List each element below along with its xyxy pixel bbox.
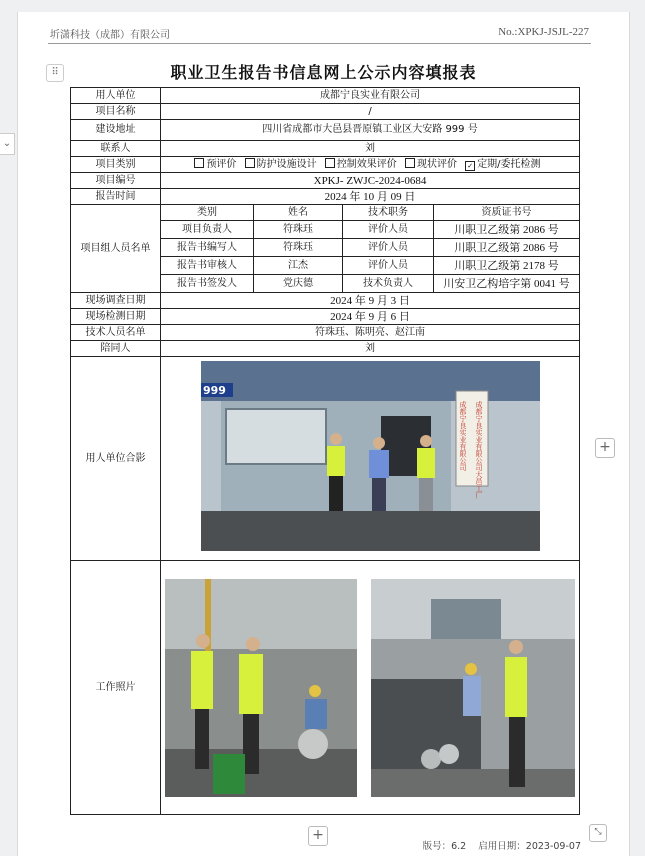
row-test-date <box>71 309 580 325</box>
row-contact <box>71 141 580 157</box>
work-photo-left <box>165 579 357 797</box>
contact-value: 刘 <box>161 141 580 157</box>
category-option-control[interactable]: 控制效果评价 <box>325 159 397 170</box>
project-name-label: 项目名称 <box>71 104 161 120</box>
test-date-label: 现场检测日期 <box>71 309 161 325</box>
tech-staff-value: 符珠珏、陈明亮、赵江南 <box>161 325 580 341</box>
report-time-value: 2024 年 10 月 09 日 <box>161 189 580 205</box>
work-photo-label: 工作照片 <box>71 561 161 815</box>
sign-text-a: 成都宁良实业有限公司 <box>458 401 467 471</box>
page-title: 职业卫生报告书信息网上公示内容填报表 <box>170 63 477 82</box>
sign-text-b: 成都宁良实业有限公司大邑工厂 <box>474 401 483 499</box>
building-number: 999 <box>202 384 226 397</box>
team-header-row <box>71 205 580 221</box>
team-role: 报告书审核人 <box>161 257 254 275</box>
team-name: 江杰 <box>254 257 343 275</box>
team-header-cert: 资质证书号 <box>434 205 580 221</box>
row-category <box>71 157 580 173</box>
contact-label: 联系人 <box>71 141 161 157</box>
team-title: 评价人员 <box>343 257 434 275</box>
team-role: 报告书签发人 <box>161 275 254 293</box>
header-doc-number: No.:XPKJ-JSJL-227 <box>498 26 589 38</box>
work-photo-right <box>371 579 575 797</box>
row-employer <box>71 88 580 104</box>
group-photo-label: 用人单位合影 <box>71 357 161 561</box>
row-address <box>71 120 580 141</box>
row-project-name <box>71 104 580 120</box>
employer-value: 成都宁良实业有限公司 <box>161 88 580 104</box>
checkbox-icon[interactable] <box>245 158 255 168</box>
footer-effective-date: 启用日期：2023-09-07 <box>478 841 581 852</box>
project-name-value: / <box>161 104 580 120</box>
disclosure-form-table <box>70 87 580 815</box>
team-cert: 川职卫乙级第 2178 号 <box>434 257 580 275</box>
team-header-name: 姓名 <box>254 205 343 221</box>
category-option-periodic[interactable]: ✓ 定期/委托检测 <box>465 159 540 170</box>
checkbox-icon[interactable] <box>194 158 204 168</box>
checkbox-icon[interactable] <box>325 158 335 168</box>
resize-icon[interactable]: ⤡ <box>589 824 607 842</box>
team-role: 项目负责人 <box>161 221 254 239</box>
tech-staff-label: 技术人员名单 <box>71 325 161 341</box>
row-companion <box>71 341 580 357</box>
project-no-value: XPKJ- ZWJC-2024-0684 <box>161 173 580 189</box>
footer-info <box>423 838 581 852</box>
category-options <box>161 157 580 173</box>
add-block-right-icon[interactable]: + <box>595 438 615 458</box>
team-label: 项目组人员名单 <box>71 205 161 293</box>
team-cert: 川职卫乙级第 2086 号 <box>434 239 580 257</box>
header-divider <box>48 43 591 44</box>
group-photo <box>201 361 540 551</box>
survey-date-label: 现场调查日期 <box>71 293 161 309</box>
employer-label: 用人单位 <box>71 88 161 104</box>
address-value: 四川省成都市大邑县晋原镇工业区大安路 999 号 <box>161 120 580 141</box>
companion-label: 陪同人 <box>71 341 161 357</box>
survey-date-value: 2024 年 9 月 3 日 <box>161 293 580 309</box>
category-option-preeval[interactable]: 预评价 <box>194 159 236 170</box>
team-title: 评价人员 <box>343 239 434 257</box>
address-label: 建设地址 <box>71 120 161 141</box>
team-header-category: 类别 <box>161 205 254 221</box>
team-header-title: 技术职务 <box>343 205 434 221</box>
team-title: 技术负责人 <box>343 275 434 293</box>
test-date-value: 2024 年 9 月 6 日 <box>161 309 580 325</box>
team-title: 评价人员 <box>343 221 434 239</box>
team-cert: 川安卫乙构培字第 0041 号 <box>434 275 580 293</box>
project-no-label: 项目编号 <box>71 173 161 189</box>
row-report-time <box>71 189 580 205</box>
drag-handle-icon[interactable]: ⠿ <box>46 64 64 82</box>
category-option-status[interactable]: 现状评价 <box>405 159 457 170</box>
category-label: 项目类别 <box>71 157 161 173</box>
team-name: 党庆德 <box>254 275 343 293</box>
footer-version: 版号：6.2 <box>422 841 467 852</box>
checkbox-icon[interactable] <box>405 158 415 168</box>
header-company: 圻潇科技（成都）有限公司 <box>50 30 170 41</box>
group-photo-cell <box>161 357 580 561</box>
row-survey-date <box>71 293 580 309</box>
row-tech-staff <box>71 325 580 341</box>
add-block-bottom-icon[interactable]: + <box>308 826 328 846</box>
work-photos-cell <box>161 561 580 815</box>
checked-checkbox-icon[interactable]: ✓ <box>465 161 475 171</box>
row-group-photo <box>71 357 580 561</box>
chevron-down-icon[interactable]: ⌄ <box>0 133 15 155</box>
document-page <box>17 12 630 856</box>
row-work-photos <box>71 561 580 815</box>
companion-value: 刘 <box>161 341 580 357</box>
team-name: 符珠珏 <box>254 221 343 239</box>
category-option-design[interactable]: 防护设施设计 <box>245 159 317 170</box>
team-name: 符珠珏 <box>254 239 343 257</box>
team-role: 报告书编写人 <box>161 239 254 257</box>
team-cert: 川职卫乙级第 2086 号 <box>434 221 580 239</box>
row-project-no <box>71 173 580 189</box>
report-time-label: 报告时间 <box>71 189 161 205</box>
